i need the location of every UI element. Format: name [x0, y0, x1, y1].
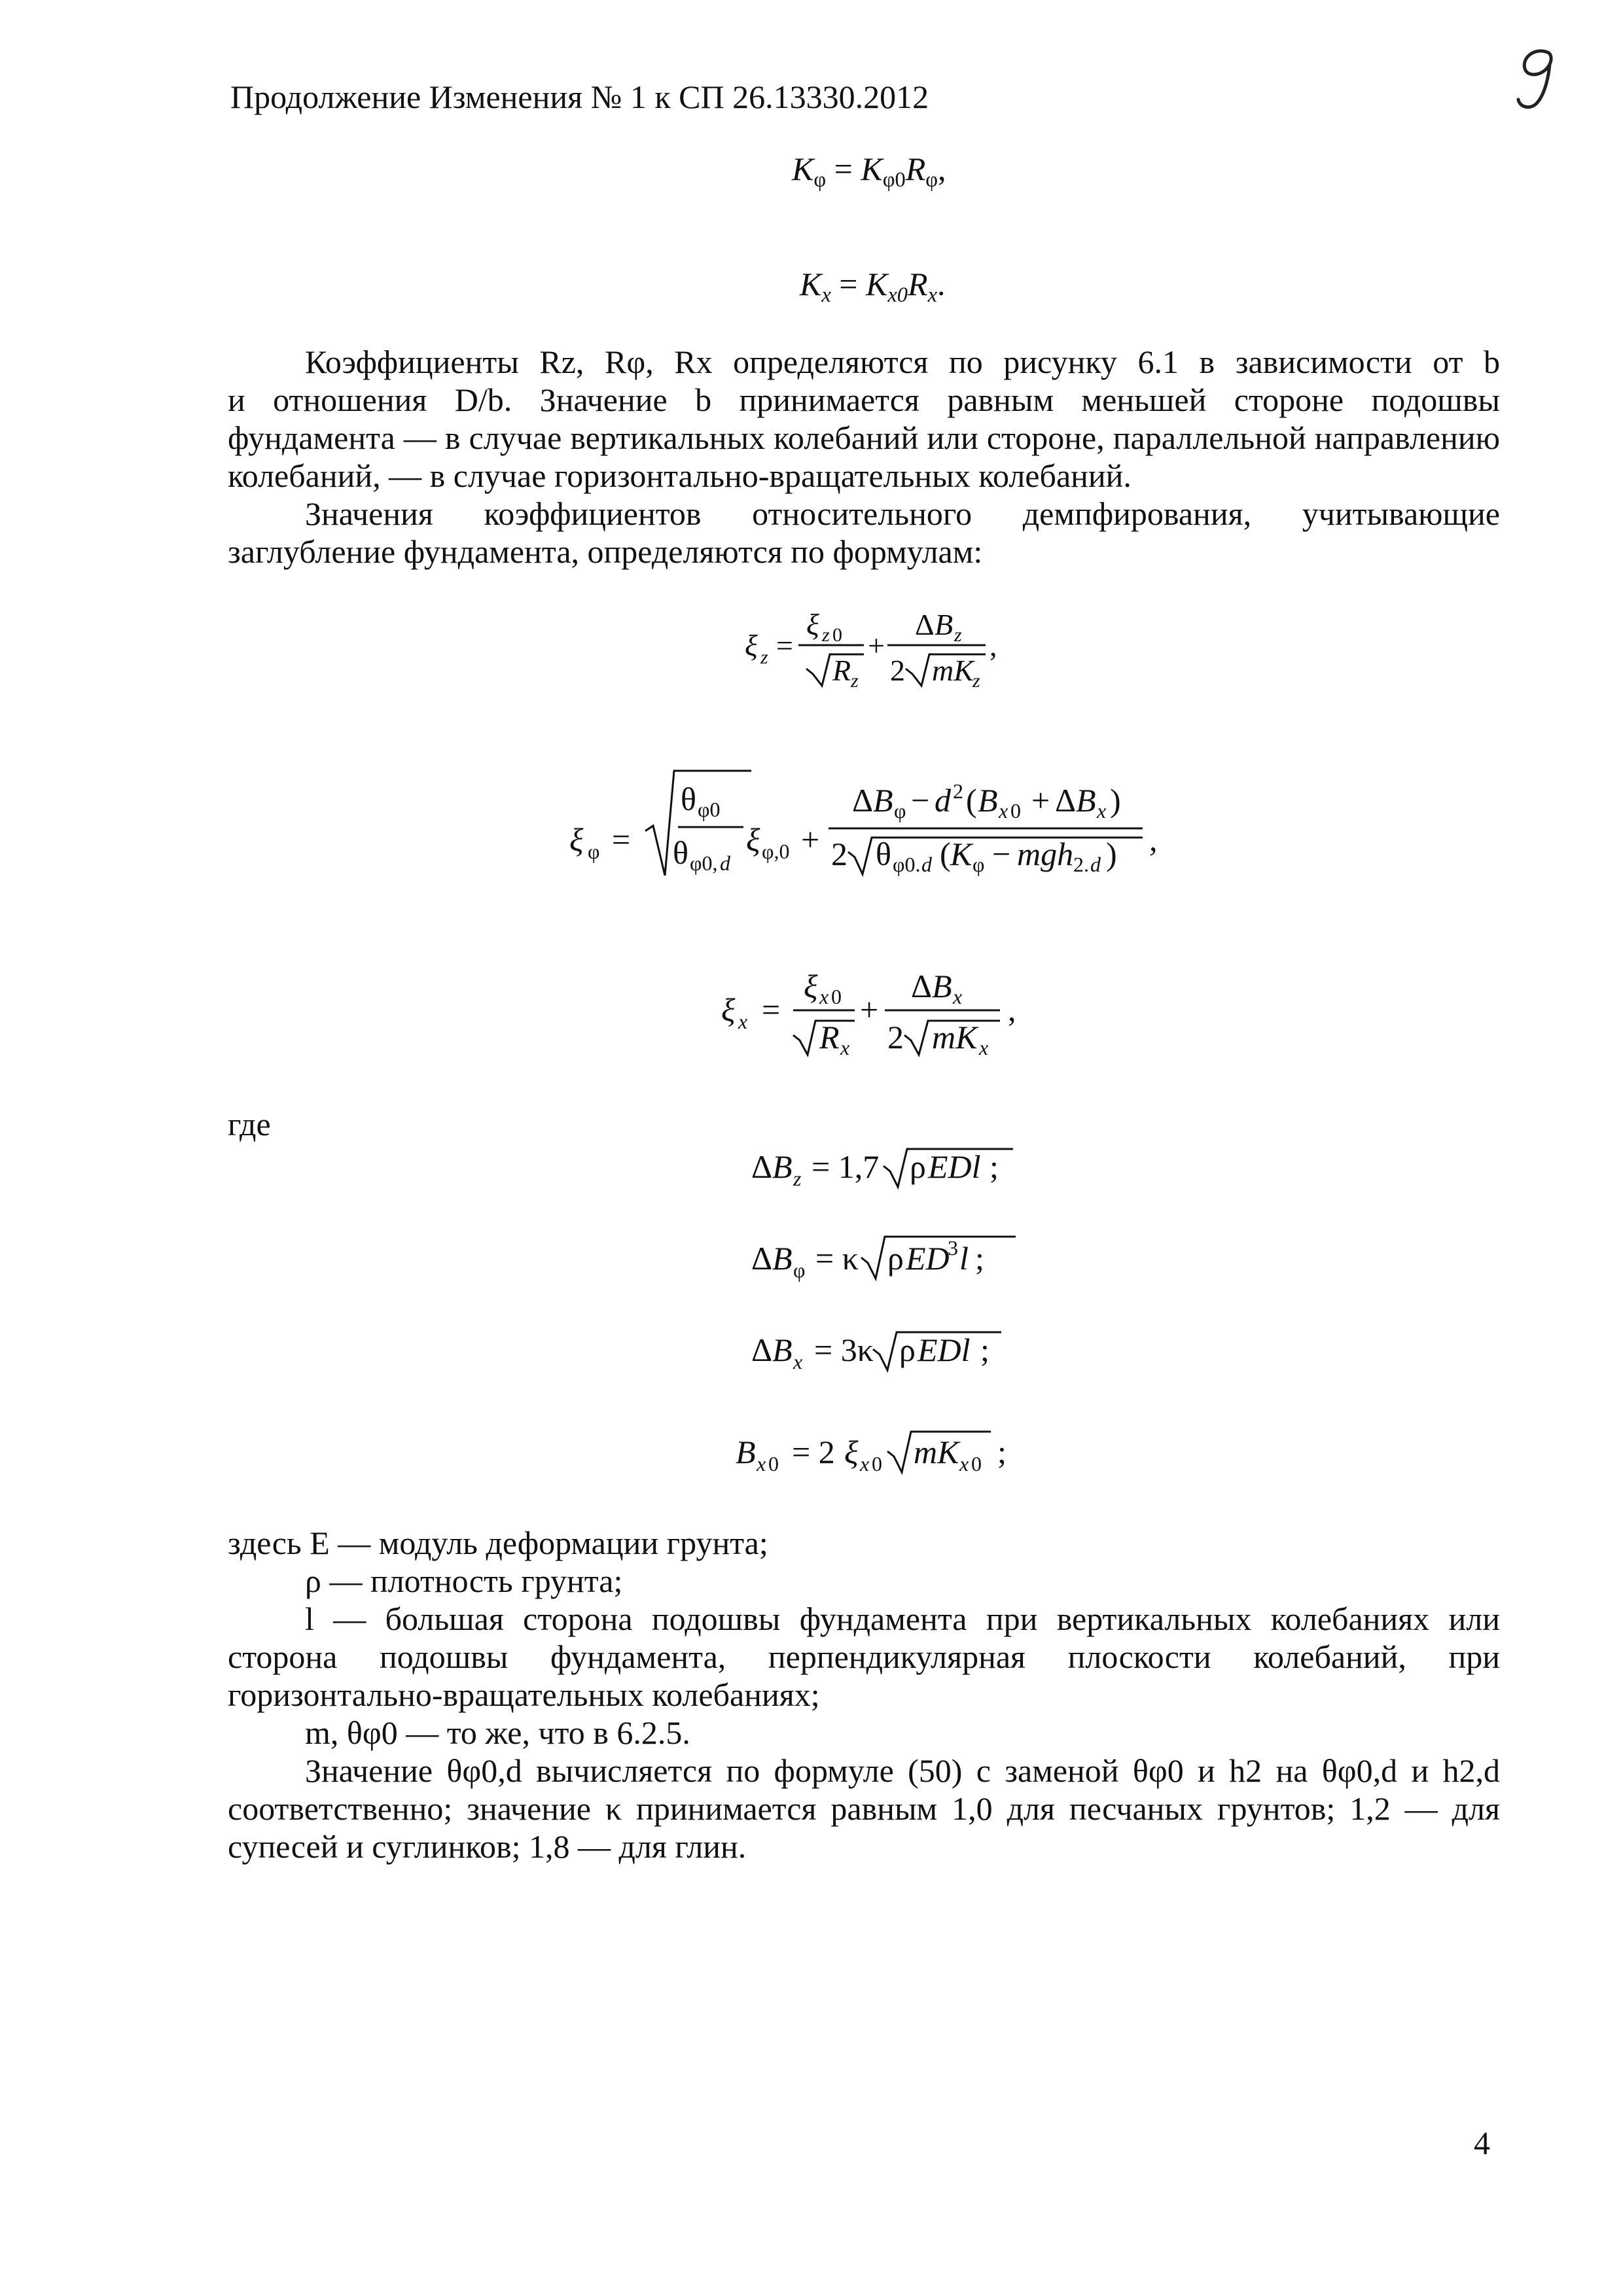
svg-text:x: x	[819, 985, 829, 1008]
svg-text:Δ: Δ	[911, 968, 933, 1004]
svg-text:0: 0	[768, 1452, 779, 1475]
svg-text:+: +	[801, 821, 820, 858]
svg-text:φ: φ	[588, 839, 600, 863]
def-line1: здесь E — модуль деформации грунта;	[228, 1525, 768, 1561]
para1-line3: фундамента — в случае вертикальных колебаний или стороне, параллельной направлению	[228, 419, 1500, 456]
formula-xi-x	[721, 968, 1016, 1059]
svg-text:+: +	[868, 629, 885, 662]
svg-text:,: ,	[1008, 991, 1016, 1028]
svg-text:0: 0	[832, 624, 842, 646]
svg-text:0: 0	[872, 1452, 882, 1475]
svg-text:R: R	[819, 1019, 840, 1055]
svg-text:d: d	[1090, 853, 1101, 876]
para1-line1: Коэффициенты Rz, Rφ, Rx определяются по рисунку 6.1 в зависимости от b	[305, 344, 1500, 380]
svg-text:ξ: ξ	[569, 821, 584, 858]
svg-text:= 1,7: = 1,7	[812, 1148, 880, 1185]
svg-text:x: x	[1097, 799, 1107, 822]
svg-text:φ0: φ0	[698, 798, 721, 821]
svg-text:,: ,	[990, 629, 997, 662]
formula-delta-bphi	[751, 1236, 1016, 1282]
svg-text:=: =	[612, 821, 631, 858]
def-line4: сторона подошвы фундамента, перпендикулярная плоскости колебаний, при	[228, 1638, 1500, 1675]
formula-k-x: $K_x = K_{x0}R_x$.	[800, 266, 946, 307]
svg-text:Δ: Δ	[751, 1240, 773, 1277]
svg-text:mK: mK	[932, 654, 974, 687]
svg-text:= 3κ: = 3κ	[814, 1332, 874, 1368]
svg-text:z: z	[954, 624, 962, 646]
para3-line2: соответственно; значение κ принимается равным 1,0 для песчаных грунтов; 1,2 — для	[228, 1790, 1500, 1827]
svg-text:;: ;	[990, 1148, 999, 1185]
svg-text:ED: ED	[906, 1240, 950, 1277]
svg-text:=: =	[776, 629, 793, 662]
svg-text:B: B	[873, 782, 893, 819]
svg-text:EDl: EDl	[918, 1332, 971, 1368]
svg-text:;: ;	[997, 1434, 1007, 1470]
svg-text:Δ: Δ	[1055, 782, 1077, 819]
svg-text:x: x	[979, 1036, 989, 1059]
def-line5: горизонтально-вращательных колебаниях;	[228, 1676, 820, 1713]
para3-line1: Значение θφ0,d вычисляется по формуле (50) с заменой θφ0 и h2 на θφ0,d и h2,d	[305, 1752, 1500, 1789]
svg-text:z: z	[793, 1167, 802, 1190]
svg-text:ρ: ρ	[887, 1240, 904, 1277]
svg-text:mK: mK	[932, 1019, 978, 1055]
svg-text:d: d	[935, 782, 951, 819]
svg-text:x: x	[840, 1036, 850, 1059]
svg-text:x: x	[738, 1010, 748, 1033]
svg-text:x: x	[793, 1350, 803, 1373]
def-line6: m, θφ0 — то же, что в 6.2.5.	[305, 1714, 690, 1751]
svg-text:φ: φ	[894, 799, 906, 822]
para2-line1: Значения коэффициентов относительного демпфирования, учитывающие	[305, 495, 1500, 532]
svg-text:x: x	[757, 1452, 766, 1475]
para2-line2: заглубление фундамента, определяются по формулам:	[228, 533, 983, 570]
svg-text:(: (	[966, 782, 977, 819]
svg-text:x: x	[860, 1452, 870, 1475]
svg-text:B: B	[1076, 782, 1096, 819]
svg-text:= κ: = κ	[815, 1240, 859, 1277]
formula-xi-z	[745, 608, 997, 692]
svg-text:Δ: Δ	[852, 782, 874, 819]
svg-text:ξ: ξ	[721, 991, 736, 1028]
svg-text:φ,0: φ,0	[762, 839, 790, 863]
svg-text:2: 2	[887, 1019, 904, 1055]
svg-text:0: 0	[971, 1452, 982, 1475]
where-label: где	[228, 1106, 271, 1142]
formula-bx0	[736, 1432, 1007, 1475]
svg-text:φ: φ	[972, 853, 985, 876]
svg-text:2.: 2.	[1073, 853, 1089, 876]
svg-text:B: B	[772, 1332, 793, 1368]
svg-text:d: d	[921, 853, 932, 876]
svg-text:B: B	[932, 968, 952, 1004]
svg-text:;: ;	[980, 1332, 990, 1368]
svg-text:z: z	[972, 670, 980, 692]
svg-text:x: x	[999, 799, 1008, 822]
para3-line3: супесей и суглинков; 1,8 — для глин.	[228, 1828, 747, 1865]
para1-line2: и отношения D/b. Значение b принимается равным меньшей стороне подошвы	[228, 381, 1500, 418]
svg-text:ξ: ξ	[806, 608, 819, 641]
svg-text:z: z	[822, 624, 830, 646]
formula-xi-phi	[569, 771, 1158, 876]
svg-text:= 2: = 2	[792, 1434, 835, 1470]
svg-text:,: ,	[1149, 821, 1158, 858]
svg-text:φ: φ	[793, 1258, 806, 1282]
formula-delta-bx	[751, 1332, 1001, 1373]
svg-text:3: 3	[948, 1236, 958, 1260]
para1-line4: колебаний, — в случае горизонтально-вращательных колебаний.	[228, 457, 1132, 494]
formula-delta-bz	[751, 1148, 1013, 1190]
svg-text:ξ: ξ	[746, 821, 760, 858]
svg-text:EDl: EDl	[928, 1148, 981, 1185]
svg-text:φ0.: φ0.	[893, 853, 921, 876]
svg-text:mK: mK	[914, 1434, 959, 1470]
svg-text:): )	[1110, 782, 1121, 819]
svg-text:ξ: ξ	[745, 629, 758, 662]
svg-text:Δ: Δ	[751, 1332, 773, 1368]
svg-text:mgh: mgh	[1017, 836, 1074, 872]
svg-text:;: ;	[975, 1240, 984, 1277]
svg-text:z: z	[851, 670, 859, 692]
svg-text:θ: θ	[681, 781, 696, 817]
svg-text:=: =	[762, 991, 781, 1028]
svg-text:B: B	[978, 782, 998, 819]
svg-text:Δ: Δ	[915, 608, 935, 641]
svg-text:0: 0	[831, 985, 842, 1008]
svg-text:ρ: ρ	[899, 1332, 916, 1368]
formula-k-phi: $K_\varphi = K_{\varphi 0}R_\varphi$,	[792, 150, 946, 192]
svg-text:θ: θ	[673, 834, 688, 871]
svg-text:θ: θ	[876, 836, 891, 872]
svg-text:Δ: Δ	[751, 1148, 773, 1185]
svg-text:x: x	[953, 985, 963, 1008]
svg-text:x: x	[959, 1452, 969, 1475]
svg-text:(: (	[940, 836, 951, 872]
svg-text:z: z	[760, 646, 768, 668]
svg-text:B: B	[772, 1148, 793, 1185]
svg-text:B: B	[736, 1434, 756, 1470]
svg-text:0: 0	[1010, 799, 1021, 822]
svg-text:−: −	[911, 782, 930, 819]
svg-text:K: K	[950, 836, 972, 872]
svg-text:l: l	[959, 1240, 969, 1277]
def-line2: ρ — плотность грунта;	[305, 1563, 623, 1599]
svg-text:2: 2	[890, 654, 905, 687]
def-line3: l — большая сторона подошвы фундамента при вертикальных колебаниях или	[305, 1600, 1500, 1637]
svg-text:2: 2	[953, 779, 963, 803]
svg-text:d: d	[720, 851, 730, 875]
svg-text:B: B	[935, 608, 954, 641]
page-number: 4	[1474, 2125, 1490, 2161]
page-header: Продолжение Изменения № 1 к СП 26.13330.2012	[230, 79, 929, 115]
svg-text:−: −	[992, 836, 1011, 872]
svg-text:+: +	[1031, 782, 1050, 819]
svg-text:ξ: ξ	[844, 1434, 859, 1470]
svg-text:): )	[1106, 836, 1117, 872]
svg-text:R: R	[832, 654, 851, 687]
svg-text:2: 2	[831, 836, 847, 872]
svg-text:φ0,: φ0,	[690, 851, 718, 875]
svg-text:ρ: ρ	[910, 1148, 926, 1185]
svg-text:ξ: ξ	[804, 968, 818, 1004]
svg-text:+: +	[860, 991, 879, 1028]
svg-text:B: B	[772, 1240, 793, 1277]
